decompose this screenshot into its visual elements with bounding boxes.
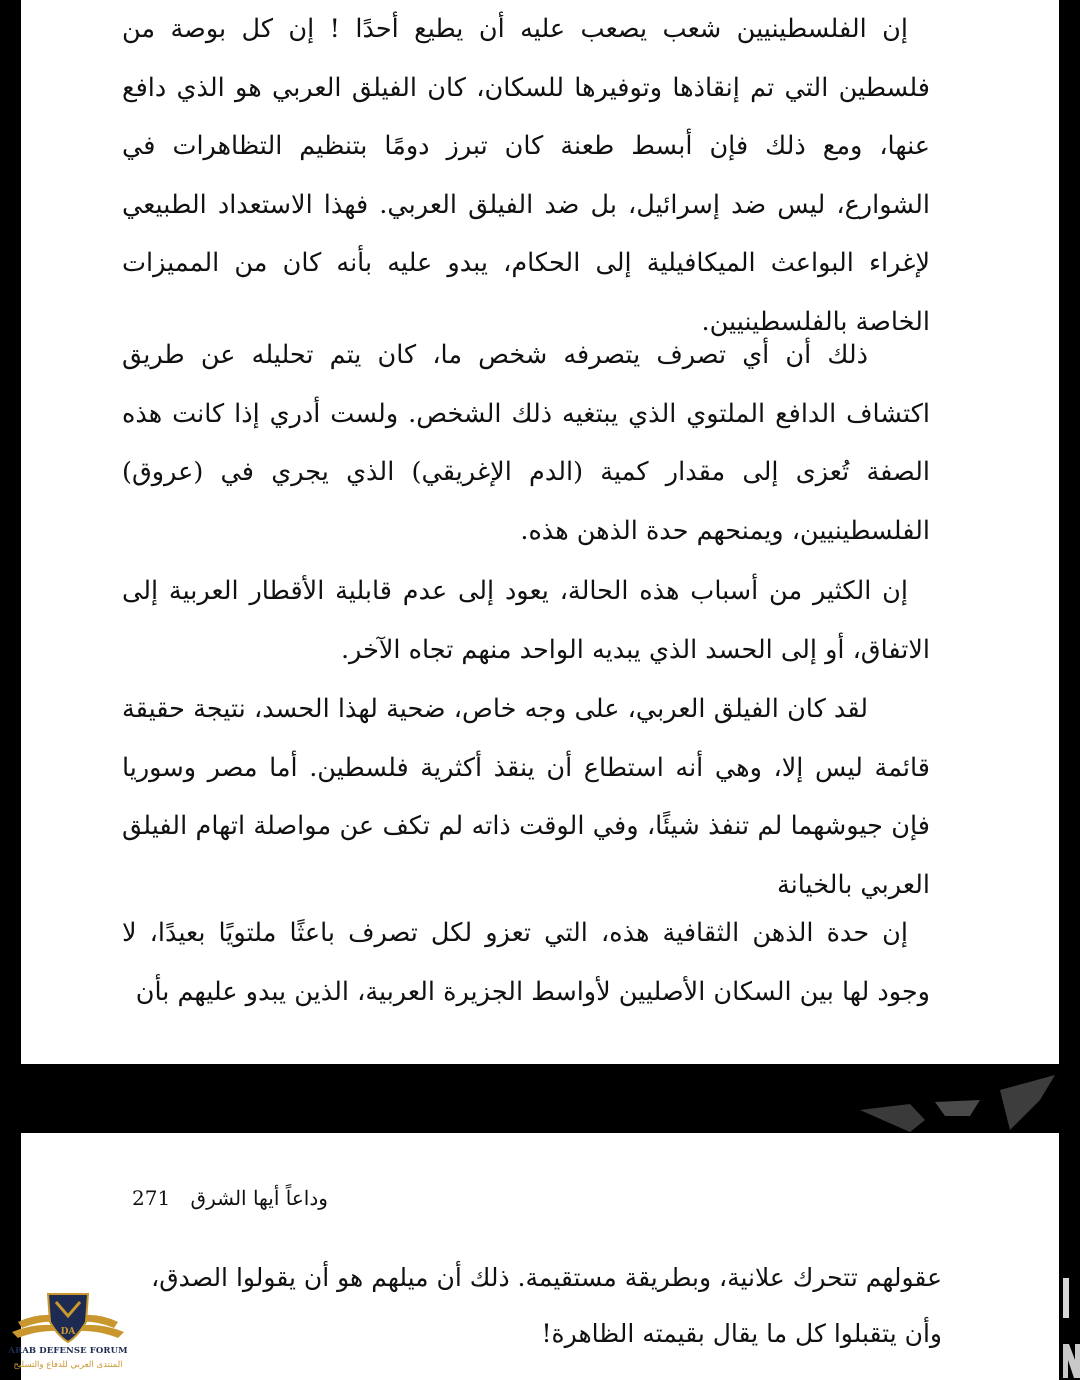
paragraph-2 (122, 326, 930, 560)
paragraph-1 (122, 0, 930, 352)
shield-wings-logo-icon (8, 1286, 128, 1348)
next-page-text (122, 1250, 942, 1362)
page-number: 271 (132, 1186, 171, 1210)
paragraph-3 (122, 562, 930, 679)
running-header (132, 1186, 328, 1210)
logo-letters: DA (60, 1327, 76, 1337)
paragraph-text: إن حدة الذهن الثقافية هذه، التي تعزو لكل تصرف باعثًا ملتويًا بعيدًا، لا وجود لها بين السكان الأصليين لأواسط الجزيرة العربية، الذين يبدو عليهم بأن (122, 918, 930, 1007)
paragraph-text: إن الكثير من أسباب هذه الحالة، يعود إلى عدم قابلية الأقطار العربية إلى الاتفاق، أو إلى الحسد الذي يبديه الواحد منهم تجاه الآخر. (122, 576, 930, 665)
brand-name-en: ARAB DEFENSE FORUM (8, 1346, 128, 1356)
paragraph-4 (122, 680, 930, 914)
arab-defense-forum-watermark (8, 1286, 128, 1380)
text-line: وأن يتقبلوا كل ما يقال بقيمته الظاهرة! (541, 1319, 942, 1348)
text-line: عقولهم تتحرك علانية، وبطريقة مستقيمة. ذلك أن ميلهم هو أن يقولوا الصدق، (151, 1263, 942, 1292)
paragraph-text: إن الفلسطينيين شعب يصعب عليه أن يطيع أحدًا ! إن كل بوصة من فلسطين التي تم إنقاذها وتوفيرها للسكان، كان الفيلق العربي هو الذي دافع عنها، ومع ذلك فإن أبسط طعنة كان تبرز دومًا بتنظيم التظاهرات في الشوارع، ليس ضد إسرائيل، بل ضد الفيلق العربي. فهذا الاستعداد الطبيعي لإغراء البواعث الميكافيلية إلى الحكام، يبدو عليه بأنه كان من المميزات الخاصة بالفلسطينيين. (122, 14, 930, 337)
paragraph-text: لقد كان الفيلق العربي، على وجه خاص، ضحية لهذا الحسد، نتيجة حقيقة قائمة ليس إلا، وهي أنه استطاع أن ينقذ أكثرية فلسطين. أما مصر وسوريا فإن جيوشهما لم تنفذ شيئًا، وفي الوقت ذاته لم تكف عن مواصلة اتهام الفيلق العربي بالخيانة (122, 694, 930, 900)
brand-name-ar: المنتدى العربي للدفاع والتسليح (13, 1360, 123, 1370)
running-header-title: وداعاً أيها الشرق (190, 1186, 328, 1210)
edge-watermark-icon (1059, 1260, 1080, 1380)
paragraph-5 (122, 904, 930, 1021)
paragraph-text: ذلك أن أي تصرف يتصرفه شخص ما، كان يتم تحليله عن طريق اكتشاف الدافع الملتوي الذي يبتغيه ذلك الشخص. ولست أدري إذا كانت هذه الصفة تُعزى إلى مقدار كمية (الدم الإغريقي) الذي يجري في (عروق) الفلسطينيين، ويمنحهم حدة الذهن هذه. (122, 340, 930, 546)
